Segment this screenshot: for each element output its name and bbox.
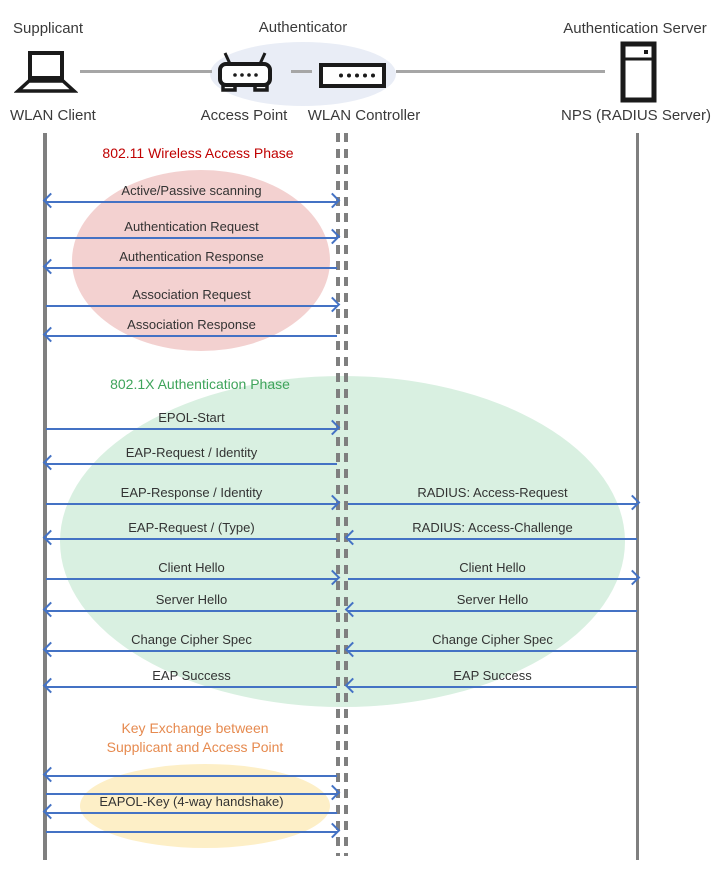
actor-label-nps: NPS (RADIUS Server) [560, 107, 712, 124]
message-epol-start: EPOL-Start [45, 408, 338, 430]
message-change-cipher-spec-left: Change Cipher Spec [45, 630, 338, 652]
phase-title-key-exchange-line2: Supplicant and Access Point [106, 739, 284, 755]
message-eap-success-right: EAP Success [347, 666, 638, 688]
message-radius-access-challenge: RADIUS: Access-Challenge [347, 518, 638, 540]
phase-title-key-exchange [45, 719, 345, 757]
message-server-hello-left: Server Hello [45, 590, 338, 612]
message-eap-response-identity: EAP-Response / Identity [45, 483, 338, 505]
message-change-cipher-spec-right: Change Cipher Spec [347, 630, 638, 652]
message-radius-access-request: RADIUS: Access-Request [347, 483, 638, 505]
phase-title-key-exchange-line1: Key Exchange between [121, 720, 269, 736]
message-eap-request-identity: EAP-Request / Identity [45, 443, 338, 465]
message-authentication-response: Authentication Response [45, 247, 338, 269]
message-active-passive-scanning: Active/Passive scanning [45, 181, 338, 203]
message-association-request: Association Request [45, 285, 338, 307]
wlan-controller-icon [319, 63, 387, 89]
actor-label-access-point: Access Point [200, 107, 288, 124]
role-supplicant: Supplicant [13, 20, 84, 37]
connector-ap-wlc [291, 70, 312, 73]
phase-title-wireless: 802.11 Wireless Access Phase [102, 145, 294, 161]
message-client-hello-left: Client Hello [45, 558, 338, 580]
connector-wlc-server [396, 70, 605, 73]
message-eap-request-type: EAP-Request / (Type) [45, 518, 338, 540]
server-icon [620, 41, 658, 103]
role-authentication-server: Authentication Server [563, 20, 707, 37]
actor-label-wlan-controller: WLAN Controller [307, 107, 421, 124]
message-eapol-key-4 [45, 811, 338, 833]
message-eap-success-left: EAP Success [45, 666, 338, 688]
phase-title-dot1x: 802.1X Authentication Phase [110, 376, 290, 392]
connector-client-ap [80, 70, 212, 73]
message-eapol-key-3: EAPOL-Key (4-way handshake) [45, 792, 338, 814]
access-point-icon [214, 50, 278, 94]
message-association-response: Association Response [45, 315, 338, 337]
actor-label-wlan-client: WLAN Client [10, 107, 96, 124]
message-authentication-request: Authentication Request [45, 217, 338, 239]
message-client-hello-right: Client Hello [347, 558, 638, 580]
laptop-icon [14, 50, 78, 96]
message-server-hello-right: Server Hello [347, 590, 638, 612]
role-authenticator: Authenticator [258, 19, 348, 36]
